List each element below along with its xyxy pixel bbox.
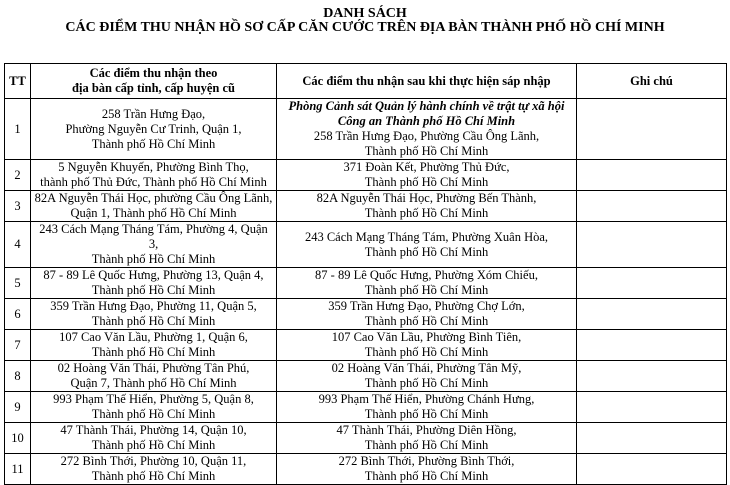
document-subtitle: CÁC ĐIỂM THU NHẬN HỒ SƠ CẤP CĂN CƯỚC TRÊN ĐỊA BÀN THÀNH PHỐ HỒ CHÍ MINH [65, 20, 665, 35]
old-location-line: thành phố Thủ Đức, Thành phố Hồ Chí Minh [40, 175, 267, 189]
new-location-line: Thành phố Hồ Chí Minh [364, 438, 489, 452]
new-location-cell [277, 160, 577, 191]
row-number: 11 [5, 454, 31, 485]
old-location-line: 272 Bình Thới, Phường 10, Quận 11, [60, 454, 247, 468]
table-row [5, 392, 727, 423]
table-row [5, 160, 727, 191]
new-location-line: Thành phố Hồ Chí Minh [364, 469, 489, 483]
new-location-line: Thành phố Hồ Chí Minh [364, 244, 489, 259]
new-location-cell [277, 454, 577, 485]
table-row [5, 423, 727, 454]
old-location-line: 87 - 89 Lê Quốc Hưng, Phường 13, Quận 4, [43, 268, 264, 282]
new-location-line: Thành phố Hồ Chí Minh [364, 407, 489, 421]
new-location-line: Thành phố Hồ Chí Minh [364, 376, 489, 390]
new-location-line: 82A Nguyễn Thái Học, Phường Bến Thành, [316, 191, 537, 205]
old-location-cell [31, 268, 277, 299]
row-number: 6 [5, 299, 31, 330]
old-location-line: Phường Nguyễn Cư Trinh, Quận 1, [65, 121, 242, 136]
old-location-line: Thành phố Hồ Chí Minh [91, 438, 216, 452]
new-location-cell [277, 361, 577, 392]
note-cell [577, 222, 727, 268]
new-location-line: 258 Trần Hưng Đạo, Phường Cầu Ông Lãnh, [313, 129, 540, 143]
old-location-cell [31, 99, 277, 160]
table-row [5, 299, 727, 330]
old-location-line: Thành phố Hồ Chí Minh [91, 469, 216, 483]
new-location-line: Thành phố Hồ Chí Minh [364, 206, 489, 220]
old-location-line: Thành phố Hồ Chí Minh [91, 407, 216, 421]
new-location-line: 371 Đoàn Kết, Phường Thủ Đức, [343, 160, 510, 174]
row-number: 5 [5, 268, 31, 299]
header-new-locations: Các điểm thu nhận sau khi thực hiện sáp nhập [277, 64, 577, 99]
old-location-line: 993 Phạm Thế Hiển, Phường 5, Quận 8, [53, 392, 254, 406]
new-location-cell [277, 392, 577, 423]
old-location-line: 82A Nguyễn Thái Học, phường Cầu Ông Lãnh, [34, 191, 273, 205]
table-row [5, 268, 727, 299]
new-location-line: Thành phố Hồ Chí Minh [364, 175, 489, 189]
note-cell [577, 330, 727, 361]
note-cell [577, 99, 727, 160]
table-row [5, 330, 727, 361]
new-location-line: Thành phố Hồ Chí Minh [364, 144, 489, 158]
new-location-cell [277, 299, 577, 330]
header-note: Ghi chú [577, 64, 727, 99]
new-location-line: 87 - 89 Lê Quốc Hưng, Phường Xóm Chiếu, [315, 268, 538, 282]
old-location-line: Quận 7, Thành phố Hồ Chí Minh [70, 376, 237, 390]
new-location-cell [277, 191, 577, 222]
old-location-line: Thành phố Hồ Chí Minh [91, 283, 216, 297]
new-location-line: 107 Cao Văn Lầu, Phường Bình Tiên, [331, 330, 522, 344]
new-location-line: 47 Thành Thái, Phường Diên Hồng, [336, 423, 517, 437]
table-row [5, 361, 727, 392]
note-cell [577, 191, 727, 222]
note-cell [577, 268, 727, 299]
locations-table [4, 63, 727, 485]
old-location-cell [31, 423, 277, 454]
old-location-line: Quận 1, Thành phố Hồ Chí Minh [70, 206, 237, 220]
new-location-cell [277, 330, 577, 361]
old-location-line: 258 Trần Hưng Đạo, [101, 106, 206, 121]
row-number: 2 [5, 160, 31, 191]
old-location-cell [31, 361, 277, 392]
note-cell [577, 454, 727, 485]
old-location-line: Thành phố Hồ Chí Minh [91, 345, 216, 359]
header-old-line1: Các điểm thu nhận theo [89, 66, 218, 80]
document-title: DANH SÁCH [323, 6, 407, 21]
header-old-locations [31, 64, 277, 99]
table-header-row [5, 64, 727, 99]
new-location-line: 359 Trần Hưng Đạo, Phường Chợ Lớn, [328, 299, 525, 313]
row-number: 8 [5, 361, 31, 392]
old-location-line: 359 Trần Hưng Đạo, Phường 11, Quận 5, [50, 299, 257, 313]
new-location-cell [277, 222, 577, 268]
new-location-line: 993 Phạm Thế Hiển, Phường Chánh Hưng, [318, 392, 535, 406]
new-location-cell [277, 99, 577, 160]
old-location-cell [31, 454, 277, 485]
new-location-cell [277, 268, 577, 299]
note-cell [577, 361, 727, 392]
row-number: 9 [5, 392, 31, 423]
row-number: 4 [5, 222, 31, 268]
note-cell [577, 423, 727, 454]
office-name-line: Công an Thành phố Hồ Chí Minh [337, 114, 516, 128]
old-location-cell [31, 191, 277, 222]
new-location-line: 02 Hoàng Văn Thái, Phường Tân Mỹ, [331, 361, 522, 375]
row-number: 3 [5, 191, 31, 222]
old-location-cell [31, 299, 277, 330]
row-number: 7 [5, 330, 31, 361]
old-location-line: Thành phố Hồ Chí Minh [91, 314, 216, 328]
new-location-line: Thành phố Hồ Chí Minh [364, 314, 489, 328]
old-location-cell [31, 392, 277, 423]
new-location-line: Thành phố Hồ Chí Minh [364, 345, 489, 359]
header-old-line2: địa bàn cấp tỉnh, cấp huyện cũ [72, 81, 235, 95]
note-cell [577, 299, 727, 330]
table-row [5, 99, 727, 160]
new-location-cell [277, 423, 577, 454]
row-number: 1 [5, 99, 31, 160]
note-cell [577, 392, 727, 423]
old-location-cell [31, 160, 277, 191]
new-location-line: Thành phố Hồ Chí Minh [364, 283, 489, 297]
old-location-cell [31, 222, 277, 268]
old-location-line: Thành phố Hồ Chí Minh [91, 136, 216, 151]
table-row [5, 191, 727, 222]
old-location-line: 02 Hoàng Văn Thái, Phường Tân Phú, [57, 361, 250, 375]
old-location-line: 5 Nguyễn Khuyến, Phường Bình Thọ, [58, 160, 249, 174]
table-row [5, 222, 727, 268]
new-location-line: 243 Cách Mạng Tháng Tám, Phường Xuân Hòa, [304, 229, 549, 244]
old-location-line: 243 Cách Mạng Tháng Tám, Phường 4, Quận 3, [39, 222, 268, 251]
office-name-line: Phòng Cảnh sát Quản lý hành chính về trật tự xã hội [288, 99, 565, 113]
table-row [5, 454, 727, 485]
old-location-line: 47 Thành Thái, Phường 14, Quận 10, [60, 423, 247, 437]
note-cell [577, 160, 727, 191]
old-location-line: Thành phố Hồ Chí Minh [91, 252, 216, 266]
new-location-line: 272 Bình Thới, Phường Bình Thới, [338, 454, 515, 468]
old-location-line: 107 Cao Văn Lầu, Phường 1, Quận 6, [59, 330, 248, 344]
row-number: 10 [5, 423, 31, 454]
old-location-cell [31, 330, 277, 361]
header-tt: TT [5, 64, 31, 99]
